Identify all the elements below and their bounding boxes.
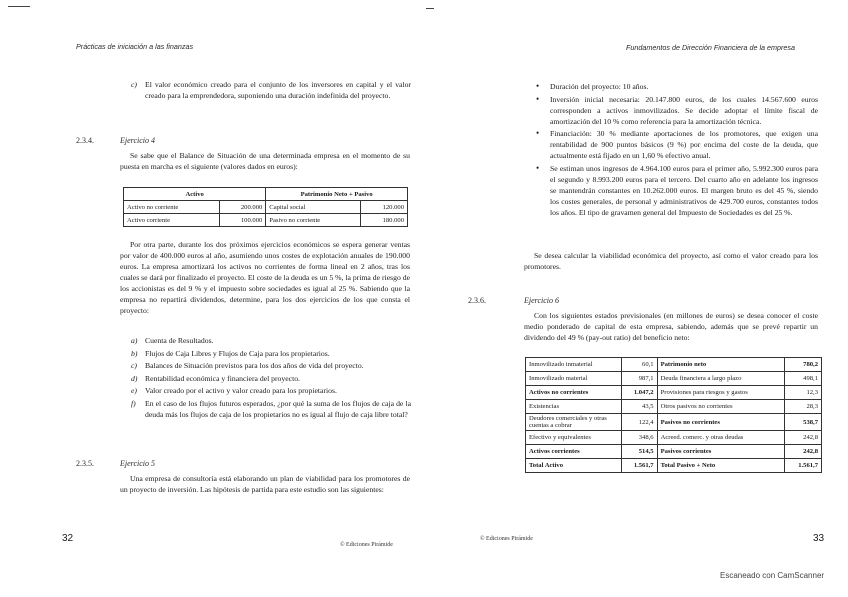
item-c-label: c) <box>131 80 137 89</box>
list-item-text: Financiación: 30 % mediante aportaciones de los promotores, que exigen una rentabilidad de 900 puntos básicos (9 %) por encima del coste de la deuda, que actualmente está fijado en un 1,60 % efectivo anual. <box>550 129 818 160</box>
cell: Acreed. comerc. y otras deudas <box>657 431 784 445</box>
list-item-text: Flujos de Caja Libres y Flujos de Caja para los propietarios. <box>145 348 330 358</box>
forecast-balance-table <box>525 357 822 473</box>
left-running-header: Prácticas de iniciación a las finanzas <box>76 42 194 51</box>
cell: Total Activo <box>526 459 622 473</box>
section-number-2-3-6: 2.3.6. <box>468 296 486 305</box>
cell: Pasivos no corrientes <box>657 414 784 431</box>
exercise-6-title: Ejercicio 6 <box>524 296 560 305</box>
section-number-2-3-5: 2.3.5. <box>76 459 94 468</box>
list-item-text: Cuenta de Resultados. <box>145 336 214 345</box>
table-row <box>526 445 822 459</box>
cell: Pasivo no corriente <box>266 214 361 227</box>
cell: 43,5 <box>621 400 657 414</box>
list-item-text: Rentabilidad económica y financiera del proyecto. <box>145 373 300 383</box>
list-item-text: Inversión inicial necesaria: 20.147.800 euros, de los cuales 14.567.600 euros corresponden a activos inmovilizados. Se decide adoptar el límite fiscal de amortización del 10 % como referencia para la amortización técnica. <box>550 94 818 126</box>
table-row <box>526 414 822 431</box>
table-row <box>526 358 822 372</box>
cell: Activos no corrientes <box>526 386 622 400</box>
list-item-label: b) <box>131 348 138 358</box>
cell: Activos corrientes <box>526 445 622 459</box>
cell: Capital social <box>266 201 361 214</box>
list-item-label: e) <box>131 386 137 395</box>
list-item <box>131 360 411 371</box>
cell: Activo corriente <box>124 214 220 227</box>
list-item-label: a) <box>131 336 138 345</box>
right-footer: © Ediciones Pirámide <box>480 536 533 542</box>
bullet: • <box>536 93 540 104</box>
cell: 12,3 <box>785 386 822 400</box>
table-row <box>124 201 408 214</box>
cell: Patrimonio neto <box>657 358 784 372</box>
cell: 60,1 <box>621 358 657 372</box>
right-page-number: 33 <box>813 533 825 544</box>
cell: 28,3 <box>785 400 822 414</box>
cell: Deuda financiera a largo plazo <box>657 372 784 386</box>
exercise-5-title: Ejercicio 5 <box>120 459 156 468</box>
list-item <box>536 128 818 161</box>
balance-header-pasivo: Patrimonio Neto + Pasivo <box>266 188 408 201</box>
table-row <box>526 372 822 386</box>
table-row <box>124 214 408 227</box>
list-item <box>131 385 411 396</box>
exercise-5-hypotheses <box>536 81 818 219</box>
cell: Otros pasivos no corrientes <box>657 400 784 414</box>
exercise-5-body: Una empresa de consultoría está elaborando un plan de viabilidad para los promotores de un proyecto de inversión. Las hipótesis de partida para este estudio son las siguientes: <box>120 474 410 494</box>
balance-header-activo: Activo <box>124 188 266 201</box>
cell: Activo no corriente <box>124 201 220 214</box>
bullet: • <box>536 162 540 173</box>
item-c <box>131 79 411 103</box>
table-row <box>526 431 822 445</box>
list-item <box>536 94 818 127</box>
cell: 780,2 <box>785 358 822 372</box>
cell: 242,8 <box>785 431 822 445</box>
cell: 987,1 <box>621 372 657 386</box>
list-item <box>536 81 818 92</box>
list-item <box>131 373 411 384</box>
cell: Deudores comerciales y otras cuentas a cobrar <box>526 414 622 431</box>
list-item-label: d) <box>131 373 138 383</box>
table-row <box>526 459 822 473</box>
cell: 348,6 <box>621 431 657 445</box>
cell: Inmovilizado material <box>526 372 622 386</box>
cell: Pasivos corrientes <box>657 445 784 459</box>
exercise-5-closing: Se desea calcular la viabilidad económica del proyecto, así como el valor creado para los promotores. <box>524 251 818 271</box>
cell: 1.561,7 <box>785 459 822 473</box>
list-item <box>131 398 411 420</box>
cell: 122,4 <box>621 414 657 431</box>
left-footer: © Ediciones Pirámide <box>340 542 393 548</box>
scan-mark <box>426 8 434 9</box>
exercise-4-title: Ejercicio 4 <box>120 136 156 145</box>
exercise-6-intro: Con los siguientes estados previsionales (en millones de euros) se desea conocer el coste medio ponderado de capital de esta empresa, sabiendo, además que se prevé repartir un dividendo del 49 % (pay-out ratio) del beneficio neto: <box>524 311 818 342</box>
cell: 180.000 <box>361 214 408 227</box>
exercise-4-body: Por otra parte, durante los dos próximos ejercicios económicos se espera generar ventas por valor de 400.000 euros al año, asumiendo unos costes de explotación anuales de 190.000 euros. La empresa amortizará los activos no corrientes de forma lineal en 2 años, tras los cuales se dará por finalizado el proyecto. El coste de la deuda es un 5 %, la prima de riesgo de los accionistas es del 9 % y el impuesto sobre sociedades es igual al 25 %. Sabiendo que la empresa no repartirá dividendos, determine, para los dos ejercicios de los que consta el proyecto: <box>120 240 410 315</box>
balance-table-header <box>124 188 408 201</box>
cell: 514,5 <box>621 445 657 459</box>
cell: Provisiones para riesgos y gastos <box>657 386 784 400</box>
cell: Existencias <box>526 400 622 414</box>
list-item <box>131 335 411 346</box>
cell: Total Pasivo + Neto <box>657 459 784 473</box>
section-number-2-3-4: 2.3.4. <box>76 136 94 145</box>
cell: Inmovilizado inmaterial <box>526 358 622 372</box>
cell: 1.561,7 <box>621 459 657 473</box>
left-page-number: 32 <box>62 533 74 544</box>
cell: 242,8 <box>785 445 822 459</box>
cell: 200.000 <box>219 201 266 214</box>
list-item-text: Balances de Situación previstos para los dos años de vida del proyecto. <box>145 361 364 370</box>
list-item <box>131 348 411 359</box>
scan-mark <box>8 6 30 7</box>
list-item-text: Duración del proyecto: 10 años. <box>550 82 649 91</box>
list-item-text: En el caso de los flujos futuros esperados, ¿por qué la suma de los flujos de caja de la deuda más los flujos de caja de los propietarios no es igual al flujo de caja libre total? <box>145 398 411 419</box>
cell: 100.000 <box>219 214 266 227</box>
exercise-4-intro: Se sabe que el Balance de Situación de una determinada empresa en el momento de su puesta en marcha es el siguiente (valores dados en euros): <box>120 151 410 171</box>
balance-table <box>123 187 408 227</box>
exercise-4-questions <box>131 335 411 421</box>
scanner-watermark: Escaneado con CamScanner <box>720 571 825 580</box>
cell: 1.047,2 <box>621 386 657 400</box>
table-row <box>526 386 822 400</box>
list-item-text: Valor creado por el activo y valor creado para los propietarios. <box>145 386 337 395</box>
cell: 538,7 <box>785 414 822 431</box>
list-item-text: Se estiman unos ingresos de 4.964.100 euros para el primer año, 5.992.300 euros para el segundo y 8.993.200 euros para el tercero. Del cuarto año en adelante los ingresos se mantendrán constantes en 10.262.000 euros. El margen bruto es del 45 %, siendo los costes generales, de personal y administrativos de 429.700 euros, constantes todos los años. El tipo de gravamen general del Impuesto de Sociedades es del 25 %. <box>550 163 818 217</box>
item-c-text: El valor económico creado para el conjunto de los inversores en capital y el valor creado para la emprendedora, suponiendo una duración indefinida del proyecto. <box>145 80 411 100</box>
table-row <box>526 400 822 414</box>
list-item <box>536 163 818 218</box>
list-item-label: c) <box>131 361 137 370</box>
right-page <box>424 0 848 597</box>
cell: Efectivo y equivalentes <box>526 431 622 445</box>
bullet: • <box>536 128 540 138</box>
right-running-header: Fundamentos de Dirección Financiera de la empresa <box>626 43 795 52</box>
cell: 120.000 <box>361 201 408 214</box>
list-item-label: f) <box>131 398 136 408</box>
bullet: • <box>536 81 540 91</box>
cell: 498,1 <box>785 372 822 386</box>
